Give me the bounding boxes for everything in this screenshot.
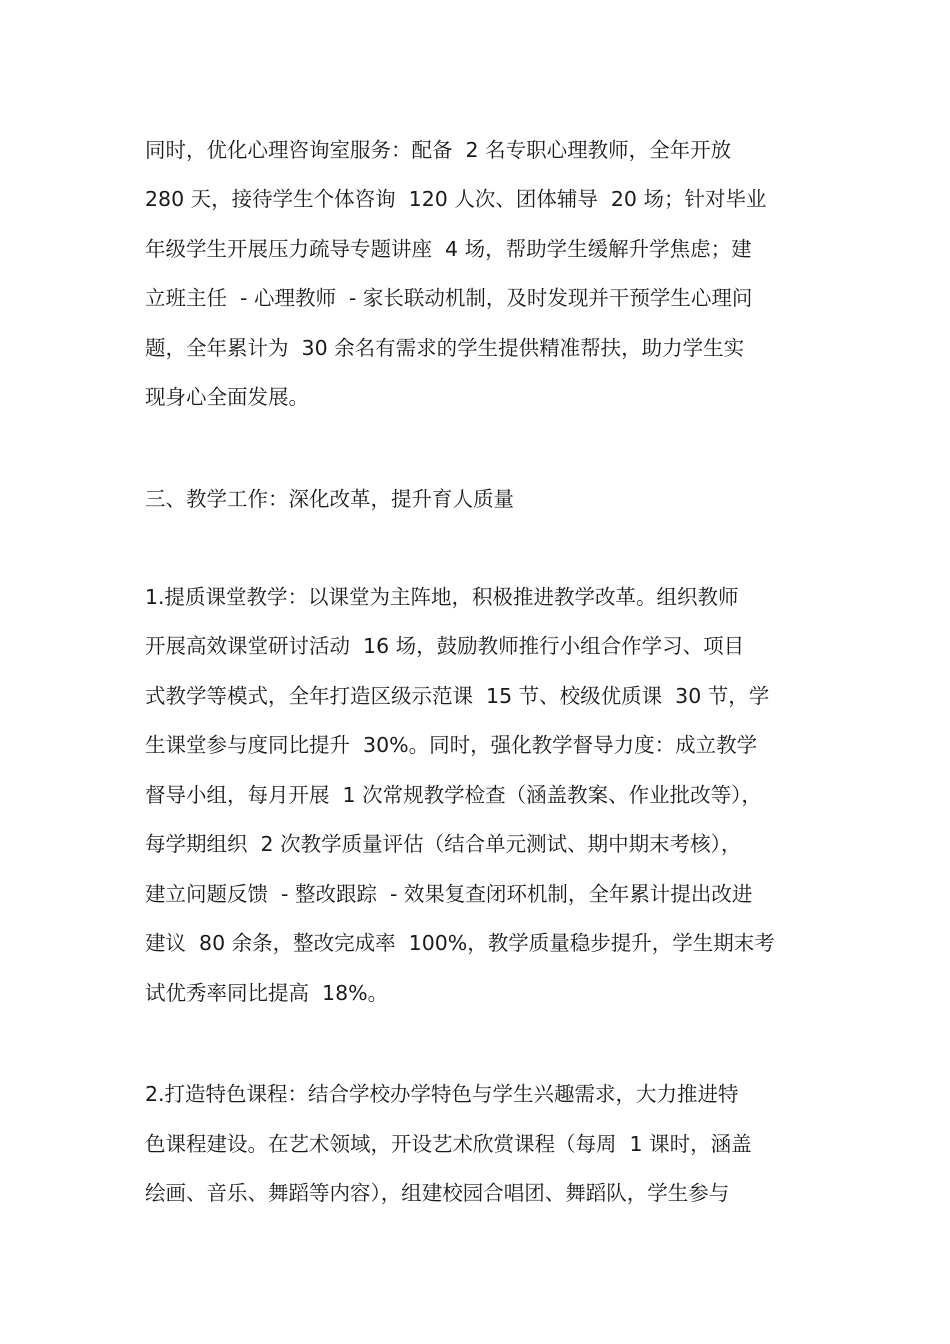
text-line: 督导小组，每月开展 1 次常规教学检查（涵盖教案、作业批改等），: [145, 783, 762, 807]
text-line: 试优秀率同比提高 18%。: [145, 981, 389, 1005]
text-line: 开展高效课堂研讨活动 16 场，鼓励教师推行小组合作学习、项目: [145, 634, 745, 658]
text-line: 建立问题反馈 - 整改跟踪 - 效果复查闭环机制，全年累计提出改进: [145, 882, 753, 906]
text-line: 280 天，接待学生个体咨询 120 人次、团体辅导 20 场；针对毕业: [145, 187, 767, 211]
text-line: 年级学生开展压力疏导专题讲座 4 场，帮助学生缓解升学焦虑；建: [145, 237, 752, 261]
text-line: 现身心全面发展。: [145, 385, 309, 409]
text-line: 每学期组织 2 次教学质量评估（结合单元测试、期中期末考核），: [145, 832, 742, 856]
text-line: 式教学等模式，全年打造区级示范课 15 节、校级优质课 30 节，学: [145, 684, 770, 708]
text-line: 绘画、音乐、舞蹈等内容），组建校园合唱团、舞蹈队，学生参与: [145, 1181, 730, 1205]
section-heading: 三、教学工作：深化改革，提升育人质量: [145, 487, 514, 511]
text-line: 2.打造特色课程：结合学校办学特色与学生兴趣需求，大力推进特: [145, 1082, 739, 1106]
text-line: 同时，优化心理咨询室服务：配备 2 名专职心理教师，全年开放: [145, 138, 732, 162]
text-line: 建议 80 余条，整改完成率 100%，教学质量稳步提升，学生期末考: [145, 931, 775, 955]
text-line: 生课堂参与度同比提升 30%。同时，强化教学督导力度：成立教学: [145, 733, 758, 757]
text-line: 题，全年累计为 30 余名有需求的学生提供精准帮扶，助力学生实: [145, 336, 745, 360]
text-line: 立班主任 - 心理教师 - 家长联动机制，及时发现并干预学生心理问: [145, 286, 753, 310]
text-line: 色课程建设。在艺术领域，开设艺术欣赏课程（每周 1 课时，涵盖: [145, 1132, 752, 1156]
text-line: 1.提质课堂教学：以课堂为主阵地，积极推进教学改革。组织教师: [145, 585, 739, 609]
